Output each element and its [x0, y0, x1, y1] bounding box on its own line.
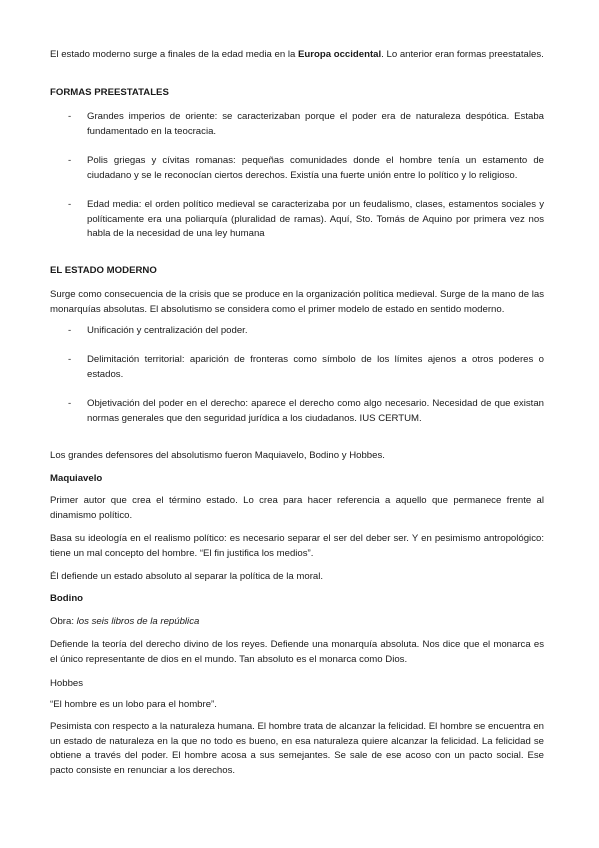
moderno-item-2: Delimitación territorial: aparición de fronteras como símbolo de los límites ajenos a otros poderes o estados.	[87, 354, 544, 380]
maquiavelo-heading: Maquiavelo	[50, 473, 103, 484]
bullet-dash: -	[68, 398, 72, 409]
formas-item-1: Grandes imperios de oriente: se caracterizaban porque el poder era de naturaleza despótica. Estaba fundamentado en la teocracia.	[87, 111, 544, 137]
bullet-dash: -	[68, 111, 72, 122]
defensores-paragraph: Los grandes defensores del absolutismo fueron Maquiavelo, Bodino y Hobbes.	[50, 450, 385, 461]
bullet-dash: -	[68, 354, 72, 365]
intro-text-end: . Lo anterior eran formas preestatales.	[381, 49, 544, 60]
hobbes-heading: Hobbes	[50, 678, 84, 689]
hobbes-quote: “El hombre es un lobo para el hombre”.	[50, 699, 217, 710]
bullet-dash: -	[68, 325, 72, 336]
formas-item-3: Edad media: el orden político medieval se caracterizaba por un feudalismo, clases, estamentos sociales y políticamente era una poliarquía (pluralidad de ramas). Aquí, Sto. Tomás de Aquino por primera vez nos habla de la necesidad de una ley humana	[87, 199, 544, 240]
obra-label: Obra:	[50, 616, 77, 627]
bodino-p1: Defiende la teoría del derecho divino de los reyes. Defiende una monarquía absoluta. Nos dice que el monarca es el único representante de dios en el mundo. Tan absoluto es el monarca como Dios.	[50, 639, 544, 665]
formas-item-2: Polis griegas y cívitas romanas: pequeñas comunidades donde el hombre tenía un estamento de ciudadano y se le reconocían ciertos derechos. Existía una fuerte unión entre lo político y lo religioso.	[87, 155, 544, 181]
intro-emphasis: Europa occidental	[298, 49, 382, 60]
moderno-item-3: Objetivación del poder en el derecho: aparece el derecho como algo necesario. Necesidad de que existan normas generales que den seguridad jurídica a los ciudadanos. IUS CERTUM.	[87, 398, 544, 424]
moderno-item-1: Unificación y centralización del poder.	[87, 325, 248, 336]
intro-text: El estado moderno surge a finales de la edad media en la	[50, 49, 298, 60]
hobbes-p1: Pesimista con respecto a la naturaleza humana. El hombre trata de alcanzar la felicidad. El hombre se encuentra en un estado de naturaleza en la que no todo es bueno, en esa naturaleza quiere alcanzar la felicidad. La felicidad se obtiene a través del poder. El hombre acosa a sus semejantes. Se sale de ese acoso con un pacto social. Ese pacto consiste en renunciar a los derechos.	[50, 721, 544, 776]
bullet-dash: -	[68, 155, 72, 166]
formas-heading: FORMAS PREESTATALES	[50, 87, 169, 98]
maquiavelo-p2: Basa su ideología en el realismo político: es necesario separar el ser del deber ser. Y en pesimismo antropológico: tiene un mal concepto del hombre. “El fin justifica los medios”.	[50, 533, 544, 559]
bullet-dash: -	[68, 199, 72, 210]
moderno-heading: EL ESTADO MODERNO	[50, 265, 157, 276]
maquiavelo-p3: Él defiende un estado absoluto al separar la política de la moral.	[50, 571, 324, 582]
maquiavelo-p1: Primer autor que crea el término estado. Lo crea para hacer referencia a aquello que permanece frente al dinamismo político.	[50, 495, 544, 521]
moderno-intro: Surge como consecuencia de la crisis que se produce en la organización política medieval. Surge de la mano de las monarquías absolutas. El absolutismo se considera como el primer modelo de estado en sentido moderno.	[50, 289, 544, 315]
bodino-heading: Bodino	[50, 593, 84, 604]
intro-paragraph	[50, 48, 544, 63]
obra-title: los seis libros de la república	[76, 616, 200, 627]
bodino-obra	[50, 615, 544, 630]
